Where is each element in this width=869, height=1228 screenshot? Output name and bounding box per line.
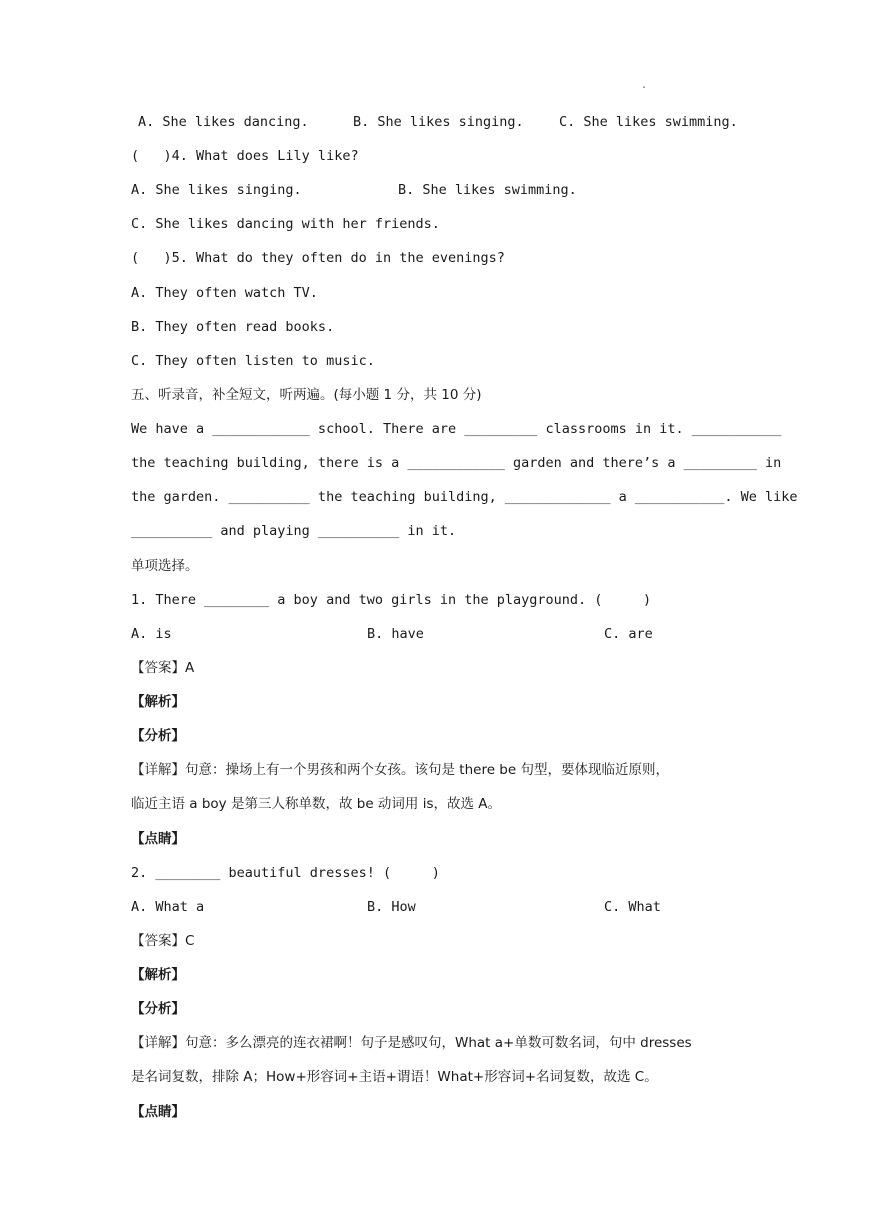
q3-option-b: B. She likes singing.: [353, 114, 524, 130]
mcq-heading: 单项选择。: [131, 558, 199, 574]
item2-analysis: 【解析】: [131, 967, 185, 983]
item2-option-a: A. What a: [131, 899, 205, 915]
item1-detail-2: 临近主语 a boy 是第三人称单数，故 be 动词用 is，故选 A。: [131, 796, 502, 812]
item1-detail-1: 【详解】句意：操场上有一个男孩和两个女孩。该句是 there be 句型，要体现临近原则，: [131, 762, 669, 778]
item1-option-a: A. is: [131, 626, 172, 642]
q5-option-c: C. They often listen to music.: [131, 353, 375, 369]
q4-option-a: A. She likes singing.: [131, 182, 302, 198]
q5-question: ( )5. What do they often do in the evenings?: [131, 250, 505, 266]
item2-question: 2. ________ beautiful dresses! ( ): [131, 865, 440, 881]
item1-option-c: C. are: [604, 626, 653, 642]
section5-line-2: the teaching building, there is a ____________ garden and there’s a _________ in: [131, 455, 782, 471]
item2-detail-2: 是名词复数，排除 A；How+形容词+主语+谓语！What+形容词+名词复数，故选 C。: [131, 1069, 658, 1085]
section5-heading: 五、听录音，补全短文，听两遍。(每小题 1 分，共 10 分): [131, 387, 482, 403]
q3-option-c: C. She likes swimming.: [559, 114, 738, 130]
q4-question: ( )4. What does Lily like?: [131, 148, 359, 164]
item2-option-c: C. What: [604, 899, 661, 915]
q4-option-c: C. She likes dancing with her friends.: [131, 216, 440, 232]
section5-line-4: __________ and playing __________ in it.: [131, 523, 457, 539]
item1-question: 1. There ________ a boy and two girls in the playground. ( ): [131, 592, 652, 608]
q4-option-b: B. She likes swimming.: [398, 182, 577, 198]
item2-option-b: B. How: [367, 899, 416, 915]
item1-analysis: 【解析】: [131, 694, 185, 710]
section5-line-1: We have a ____________ school. There are _________ classrooms in it. ___________: [131, 421, 782, 437]
item2-dianjing: 【点睛】: [131, 1104, 185, 1120]
item1-answer: 【答案】A: [131, 660, 195, 676]
item2-fenxi: 【分析】: [131, 1001, 185, 1017]
q5-option-b: B. They often read books.: [131, 319, 335, 335]
q5-option-a: A. They often watch TV.: [131, 285, 318, 301]
item1-option-b: B. have: [367, 626, 424, 642]
section5-line-3: the garden. __________ the teaching building, _____________ a ___________. We like: [131, 489, 798, 505]
item1-dianjing: 【点睛】: [131, 831, 185, 847]
item2-detail-1: 【详解】句意：多么漂亮的连衣裙啊！句子是感叹句，What a+单数可数名词，句中 dresses: [131, 1035, 692, 1051]
header-mark: .: [641, 80, 648, 91]
item1-fenxi: 【分析】: [131, 728, 185, 744]
q3-option-a: A. She likes dancing.: [138, 114, 309, 130]
item2-answer: 【答案】C: [131, 933, 195, 949]
